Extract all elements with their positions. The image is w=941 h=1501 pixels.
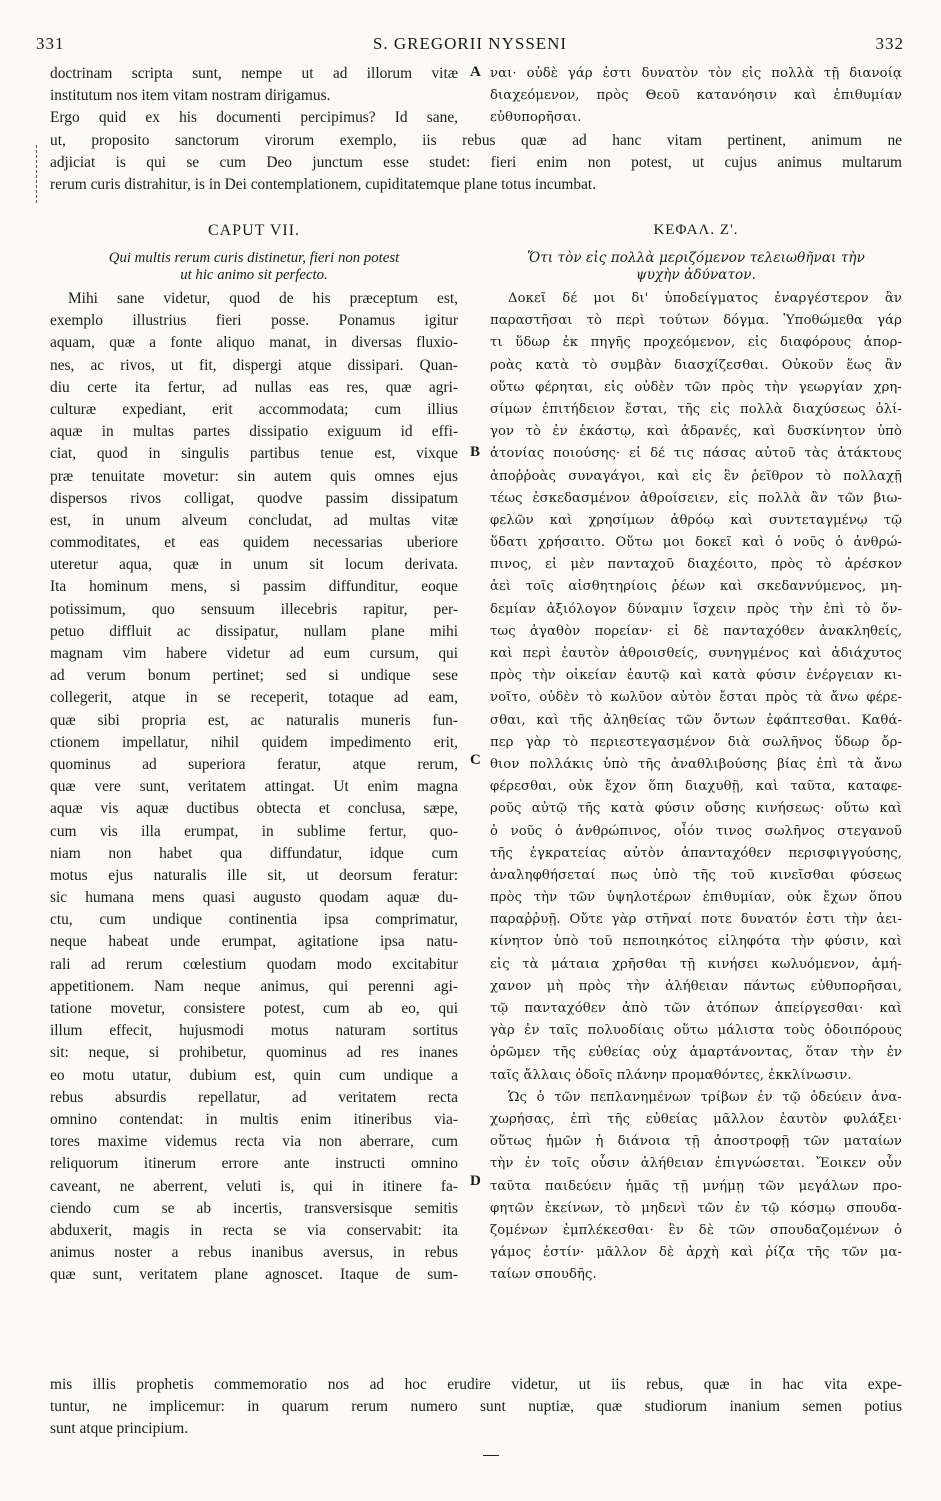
margin-bracket bbox=[36, 145, 37, 203]
text-line: ροὰς κατὰ τὸ συμβὰν διασχίζεσθαι. Οὐκοῦν ἕως ἂν bbox=[490, 357, 902, 373]
margin-marker-b: B bbox=[470, 444, 481, 460]
text-line: culturæ expediant, erit accommodata; cum illius bbox=[50, 400, 458, 418]
text-line: φελῶν καὶ χρησίμων ἀθρόῳ καὶ συντεταγμένῳ τῷ bbox=[490, 512, 902, 528]
text-line: τῆς ἐγκρατείας αὐτὸν ἀπανταχόθεν περισφιγγούσης, bbox=[490, 845, 902, 861]
chapter-summary-greek bbox=[490, 250, 902, 284]
text-line: πινος, εἰ μὲν πανταχοῦ διαχέοιτο, πρὸς τὸ ἀρέσκον bbox=[490, 557, 902, 573]
text-line: quæ sunt, veritatem plane agnoscet. Itaque de sum- bbox=[50, 1266, 458, 1284]
text-line: tuntur, ne implicemur: in quarum rerum numero sunt nuptiæ, quæ studiorum inanium semen potius bbox=[50, 1398, 902, 1415]
text-line: illum effecit, hujusmodi motus naturam sortitus bbox=[50, 1022, 458, 1040]
text-line: appetitionem. Nam neque animus, qui perenni agi- bbox=[50, 977, 458, 995]
text-line: uteretur aqua, quæ in unum sit locum derivata. bbox=[50, 556, 458, 574]
text-line: τὴν ἐν τοῖς οὖσιν ἀλήθειαν ἐπιγνώσεται. Ἔοικεν οὖν bbox=[490, 1156, 902, 1172]
text-line: petuo diffluit ac dissipatur, nullam plane mihi bbox=[50, 622, 458, 640]
text-line: doctrinam scripta sunt, nempe ut ad illorum vitæ bbox=[50, 65, 458, 82]
text-line: σθαι, καὶ τῆς ἀληθείας τῶν ὄντων ἐφάπτεσθαι. Καθά- bbox=[490, 712, 902, 728]
text-line: cum vis illa erumpat, in sublime fertur, quo- bbox=[50, 822, 458, 840]
text-line: οὕτω φέρηται, εἰς οὐδὲν τῶν πρὸς τὴν γεωργίαν χρη- bbox=[490, 379, 902, 395]
chapter-heading-latin: CAPUT VII. bbox=[207, 222, 301, 239]
text-line: οὕτως ἡμῶν ἡ διάνοια τῇ ἀποστροφῇ τῶν ματαίων bbox=[490, 1134, 902, 1150]
text-line: est, in unum alveum concludat, ad multas vitæ bbox=[50, 511, 458, 529]
text-line: quæ vere sunt, veritatem attingat. Ut enim magna bbox=[50, 778, 458, 796]
page-number-right: 332 bbox=[875, 34, 904, 53]
margin-marker-c: C bbox=[470, 752, 481, 768]
text-line: τῷ πανταχόθεν ἀπὸ τῶν ἀτόπων ἀπείργεσθαι· καὶ bbox=[490, 1001, 902, 1016]
text-line: motus ejus naturalis ille sit, ut deorsum feratur: bbox=[50, 866, 458, 884]
text-line: ctionem impellatur, nihil quidem impedimento erit, bbox=[50, 733, 458, 751]
text-line: rali ad rerum cœlestium quodam modo excitabitur bbox=[50, 955, 458, 973]
text-line: περ γὰρ τὸ περιεστεγασμένον διὰ σωλῆνος ὕδωρ ὄρ- bbox=[490, 734, 902, 750]
margin-marker-d: D bbox=[470, 1173, 481, 1189]
text-line: niam non habet qua diffundatur, idque cum bbox=[50, 844, 458, 862]
text-line: caveant, ne aberrent, veluti is, qui in itinere fa- bbox=[50, 1177, 458, 1195]
text-line: χωρήσας, ἐπὶ τῆς εὐθείας μᾶλλον ἑαυτὸν φυλάξει· bbox=[490, 1111, 902, 1127]
text-line: ὁ νοῦς ὁ ἀνθρώπινος, οἷόν τινος σωλῆνος στεγανοῦ bbox=[490, 823, 902, 839]
text-line: γάμος ἐστίν· μᾶλλον δὲ ἀρχὴ καὶ ῥίζα τῆς τῶν μα- bbox=[490, 1245, 902, 1261]
text-line: Ita hominum mens, si passim diffunditur, eoque bbox=[50, 578, 458, 596]
text-line: adjiciat is qui se cum Deo junctum esse studet: fieri enim non potest, ut cujus animus multarum bbox=[50, 154, 902, 171]
text-line: quominus ad superiora feratur, atque rerum, bbox=[50, 755, 458, 773]
text-line: quæ sibi propria est, ac naturalis muneris fun- bbox=[50, 711, 458, 729]
text-line: institutum nos item vitam nostram dirigamus. bbox=[50, 87, 331, 105]
running-title: S. GREGORII NYSSENI bbox=[372, 34, 568, 53]
top-latin-block bbox=[50, 63, 458, 130]
text-line: Mihi sane videtur, quod de his præceptum est, bbox=[68, 290, 458, 307]
text-line: παραστῆσαι τὸ περὶ τούτων δόγμα. Ὑποθώμεθα γάρ bbox=[490, 313, 902, 329]
summary-line: ut hic animo sit perfecto. bbox=[180, 267, 328, 283]
top-full-width-block bbox=[50, 130, 902, 196]
text-line: animus noster a rebus inanibus aversus, in rebus bbox=[50, 1244, 458, 1262]
text-line: τως ἀγαθὸν πορείαν· εἰ δὲ πανταχόθεν ἀνακληθείς, bbox=[490, 623, 902, 639]
text-line: mis illis prophetis commemoratio nos ad hoc erudire videtur, ut iis rebus, quæ in hac vita expe- bbox=[50, 1376, 902, 1393]
page-number-left: 331 bbox=[36, 34, 65, 53]
text-line: tatione movetur, consistere potest, cum ab eo, qui bbox=[50, 1000, 458, 1017]
text-line: παραῤῥυῇ. Οὔτε γὰρ στῆναί ποτε δυνατόν ἐστι τὴν ἀει- bbox=[490, 912, 902, 928]
text-line: sic humana mens quasi augusto quodam aquæ du- bbox=[50, 889, 458, 907]
chapter-heading-greek: ΚΕΦΑΛ. Ζ'. bbox=[653, 222, 739, 238]
summary-line: ψυχὴν ἀδύνατον. bbox=[636, 267, 756, 283]
text-line: ζομένων ἐμπλέκεσθαι· ἓν δὲ τῶν σπουδαζομένων ὁ bbox=[490, 1222, 902, 1238]
text-line: nes, ac rivos, ut fit, dispergi atque dissipari. Quan- bbox=[50, 356, 458, 374]
text-line: ταίων σπουδῆς. bbox=[490, 1267, 597, 1283]
margin-marker-a: A bbox=[470, 64, 481, 80]
summary-line: Qui multis rerum curis distinetur, fieri non potest bbox=[108, 250, 400, 266]
text-line: ταῦτα παιδεύειν ἡμᾶς τῇ μνήμῃ τῶν μεγάλων προ- bbox=[490, 1178, 902, 1194]
text-line: commoditates, et eas quidem necessarias uberiore bbox=[50, 534, 458, 552]
text-line: διαχεόμενον, πρὸς Θεοῦ κατανόησιν καὶ ἐπιθυμίαν bbox=[490, 88, 902, 104]
text-line: aquæ vis aquæ ductibus obtecta et conclusa, sæpe, bbox=[50, 800, 458, 818]
text-line: aquæ in multas partes dissipatio exiguum id effi- bbox=[50, 423, 458, 441]
text-line: σίμων ἐπιτήδειον ἔσται, τῆς εἰς πολλὰ διαχύσεως ὀλί- bbox=[490, 401, 902, 417]
text-line: potissimum, quo sensuum illecebris rapitur, per- bbox=[50, 600, 458, 618]
text-line: eo motu utatur, dubium est, quin cum undique a bbox=[50, 1066, 458, 1084]
text-line: Δοκεῖ δέ μοι δι' ὑποδείγματος ἐναργέστερον ἂν bbox=[508, 291, 902, 306]
text-line: reliquorum itinerum errore ante instructi omnino bbox=[50, 1155, 458, 1173]
text-line: κίνητον ὑπὸ τοῦ πεποιηκότος εἰληφότα τὴν φύσιν, καὶ bbox=[490, 934, 902, 950]
text-line: diu certe ita fertur, ad nullas eas res, quæ agri- bbox=[50, 378, 458, 396]
text-line: ἀτονίας ποιούσης· εἰ δέ τις πάσας αὐτοῦ τὰς ἀτάκτους bbox=[490, 446, 902, 462]
text-line: καὶ περὶ ἑαυτὸν ἀθροισθείς, συνηγμένος καὶ ἀδιάχυτος bbox=[490, 646, 902, 661]
text-line: ροῦς αὐτῷ τῆς κατὰ φύσιν οὔσης κινήσεως· οὕτω καὶ bbox=[490, 801, 902, 817]
latin-column bbox=[50, 288, 458, 1286]
text-line: εἰς τὰ μάταια χρῆσθαι τῇ κινήσει κωλυόμενον, ἀμή- bbox=[490, 956, 902, 972]
text-line: γον τὸ ἐν ἑκάστῳ, καὶ ἀδρανές, καὶ δυσκίνητον ὑπὸ bbox=[490, 424, 902, 440]
text-line: ut, proposito sanctorum virorum exemplo, iis rebus quæ ad hanc vitam pertinent, animum ne bbox=[50, 132, 902, 149]
text-line: neque habeat unde erumpat, agitatione ipsa natu- bbox=[50, 933, 458, 951]
text-line: Ὡς ὁ τῶν πεπλανημένων τρίβων ἐν τῷ ὁδεύειν ἀνα- bbox=[508, 1089, 902, 1105]
chapter-summary-latin bbox=[50, 250, 458, 284]
text-line: ciendo cum se ab incertis, transversisque semitis bbox=[50, 1199, 458, 1217]
text-line: νοῖτο, οὐδὲν τὸ κωλῦον αὐτὸν ἔσται πρὸς τὰ ἄνω φέρε- bbox=[490, 690, 902, 706]
text-line: rebus absurdis repellatur, ad veritatem recta bbox=[50, 1088, 458, 1106]
text-line: τέως ἐσκεδασμένον ἀθροίσειεν, εἰς πολλὰ ἂν τῶν βιω- bbox=[490, 490, 902, 506]
text-line: πρὸς τὴν τῶν ὑψηλοτέρων ἐπιθυμίαν, οὐκ ἔχων ὅπου bbox=[490, 890, 902, 906]
page-header bbox=[36, 34, 904, 58]
text-line: χανον μὴ πρὸς τὴν ἀλήθειαν πάντως εὐθυπορῆσαι, bbox=[490, 978, 902, 994]
text-line: dispersos rivos colligat, quodve passim dissipatum bbox=[50, 489, 458, 507]
summary-line: Ὅτι τὸν εἰς πολλὰ μεριζόμενον τελειωθῆναι τὴν bbox=[527, 250, 865, 266]
text-line: abduxerit, magis in recta se via conservabit: ita bbox=[50, 1221, 458, 1239]
text-line: δεμίαν ἀξιόλογον δύναμιν ἴσχειν πρὸς τὴν ἐπὶ τὸ ὄν- bbox=[490, 601, 902, 617]
text-line: ὕδατι χρήσαιτο. Οὕτω μοι δοκεῖ καὶ ὁ νοῦς ὁ ἀνθρώ- bbox=[490, 535, 902, 551]
text-line: sunt atque principium. bbox=[50, 1420, 189, 1437]
text-line: τι ὕδωρ ἐκ πηγῆς προχεόμενον, εἰς διαφόρους ἀπορ- bbox=[490, 335, 902, 351]
text-line: Ergo quid ex his documenti percipimus? Id sane, bbox=[50, 109, 458, 127]
text-line: ἀποῤῥοὰς συναγάγοι, καὶ εἰς ἓν ῥεῖθρον τὸ πολλαχῇ bbox=[490, 468, 902, 484]
text-line: ciat, quod in singulis partibus tenue est, vixque bbox=[50, 445, 458, 463]
text-line: θιον πολλάκις ὑπὸ τῆς ἀναθλιβούσης βίας ἐπὶ τὰ ἄνω bbox=[490, 756, 902, 772]
page-rule bbox=[483, 1455, 499, 1456]
text-line: rerum curis distrahitur, is in Dei contemplationem, cupiditatemque plane totus incumbat. bbox=[50, 176, 597, 193]
top-greek-block bbox=[490, 63, 902, 130]
text-line: exemplo illustrius fieri posse. Ponamus igitur bbox=[50, 312, 458, 330]
text-line: εὐθυπορῆσαι. bbox=[490, 110, 582, 126]
text-line: πρὸς τὴν οἰκείαν ἑαυτῷ καὶ κατὰ φύσιν ἐνέργειαν κι- bbox=[490, 668, 902, 684]
text-line: ἀναληφθήσεταί πως ὑπὸ τῆς τοῦ κινεῖσθαι φύσεως bbox=[490, 867, 902, 883]
text-line: ταῖς ἄλλαις ὁδοῖς πλάνην προμαθόντες, ἐκκλίνωσιν. bbox=[490, 1067, 852, 1083]
text-line: ναι· οὐδὲ γάρ ἐστι δυνατὸν τὸν εἰς πολλὰ τῇ διανοίᾳ bbox=[490, 66, 902, 81]
text-line: ἀεὶ τοῖς αἰσθητηρίοις ῥέων καὶ σκεδαννύμενος, μη- bbox=[490, 579, 902, 595]
text-line: sit: neque, si prohibetur, quominus ad res inanes bbox=[50, 1044, 458, 1062]
text-line: φέρεσθαι, οὐκ ἔχον ὅπη διαχυθῇ, καὶ ταῦτα, καταφε- bbox=[490, 779, 902, 795]
greek-column bbox=[490, 288, 902, 1286]
text-line: ctu, cum undique continentia ipsa comprimatur, bbox=[50, 911, 458, 929]
text-line: ὁρῶμεν τῆς εὐθείας οὐχ ἁμαρτάνοντας, ὅταν τὴν ἐν bbox=[490, 1045, 902, 1061]
text-line: collegerit, atque in se receperit, totaque ad eam, bbox=[50, 689, 458, 707]
text-line: ad verum bonum pertinet; sed si undique sese bbox=[50, 667, 458, 685]
text-line: φητῶν ἐκείνων, τὸ μηδενὶ τῶν ἐν τῷ κόσμῳ σπουδα- bbox=[490, 1200, 902, 1216]
text-line: magnam vim habere videtur ad eum cursum, qui bbox=[50, 645, 458, 662]
text-line: γὰρ ἐν ταῖς πολυοδίαις οὕτω μάλιστα τοὺς ὁδοιπόρους bbox=[490, 1023, 902, 1039]
bottom-full-width-block bbox=[50, 1374, 902, 1440]
text-line: præ tenuitate movetur: sin autem quis omnes ejus bbox=[50, 467, 458, 485]
text-line: aquam, quæ a fonte aliquo manat, in diversas fluxio- bbox=[50, 334, 458, 352]
text-line: omnino contendat: in multis enim itineribus via- bbox=[50, 1110, 458, 1128]
text-line: tores maxime videmus recta via non aberrare, cum bbox=[50, 1133, 458, 1151]
